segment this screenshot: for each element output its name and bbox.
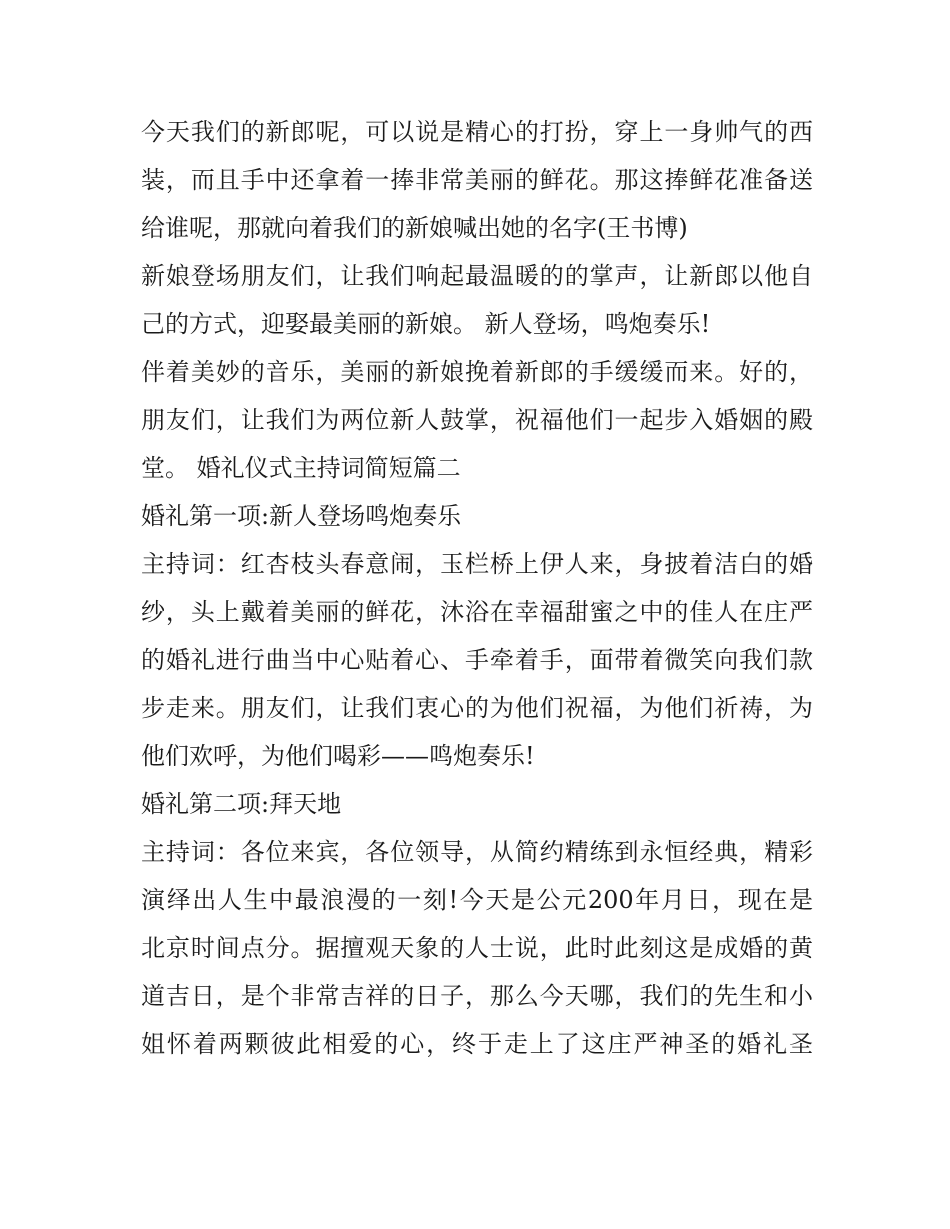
text-line: 新娘登场朋友们，让我们响起最温暖的的掌声，让新郎以他自 xyxy=(141,262,813,290)
text-line: 伴着美妙的音乐，美丽的新娘挽着新郎的手缓缓而来。好的， xyxy=(141,358,813,386)
document-body xyxy=(141,108,813,1068)
text-line: 主持词：各位来宾，各位领导，从简约精练到永恒经典，精彩 xyxy=(141,838,813,866)
text-line: 朋友们，让我们为两位新人鼓掌，祝福他们一起步入婚姻的殿 xyxy=(141,406,813,434)
text-line: 道吉日，是个非常吉祥的日子，那么今天哪，我们的先生和小 xyxy=(141,982,813,1010)
text-line: 给谁呢，那就向着我们的新娘喊出她的名字(王书博) xyxy=(141,214,688,242)
text-line: 的婚礼进行曲当中心贴着心、手牵着手，面带着微笑向我们款 xyxy=(141,646,813,674)
text-line: 姐怀着两颗彼此相爱的心，终于走上了这庄严神圣的婚礼圣 xyxy=(141,1030,813,1058)
text-line: 今天我们的新郎呢，可以说是精心的打扮，穿上一身帅气的西 xyxy=(141,118,813,146)
text-line: 己的方式，迎娶最美丽的新娘。 新人登场，鸣炮奏乐! xyxy=(141,310,711,338)
text-line: 北京时间点分。据擅观天象的人士说，此时此刻这是成婚的黄 xyxy=(141,934,813,962)
text-line: 主持词：红杏枝头春意闹，玉栏桥上伊人来，身披着洁白的婚 xyxy=(141,550,813,578)
text-line: 纱，头上戴着美丽的鲜花，沐浴在幸福甜蜜之中的佳人在庄严 xyxy=(141,598,813,626)
text-line: 装，而且手中还拿着一捧非常美丽的鲜花。那这捧鲜花准备送 xyxy=(141,166,813,194)
section-heading: 婚礼第二项:拜天地 xyxy=(141,790,342,818)
section-heading: 婚礼第一项:新人登场鸣炮奏乐 xyxy=(141,502,462,530)
text-line: 步走来。朋友们，让我们衷心的为他们祝福，为他们祈祷，为 xyxy=(141,694,813,722)
text-line: 堂。 婚礼仪式主持词简短篇二 xyxy=(141,454,461,482)
text-line: 演绎出人生中最浪漫的一刻!今天是公元200年月日，现在是 xyxy=(141,886,813,914)
text-line: 他们欢呼，为他们喝彩——鸣炮奏乐! xyxy=(141,742,535,770)
